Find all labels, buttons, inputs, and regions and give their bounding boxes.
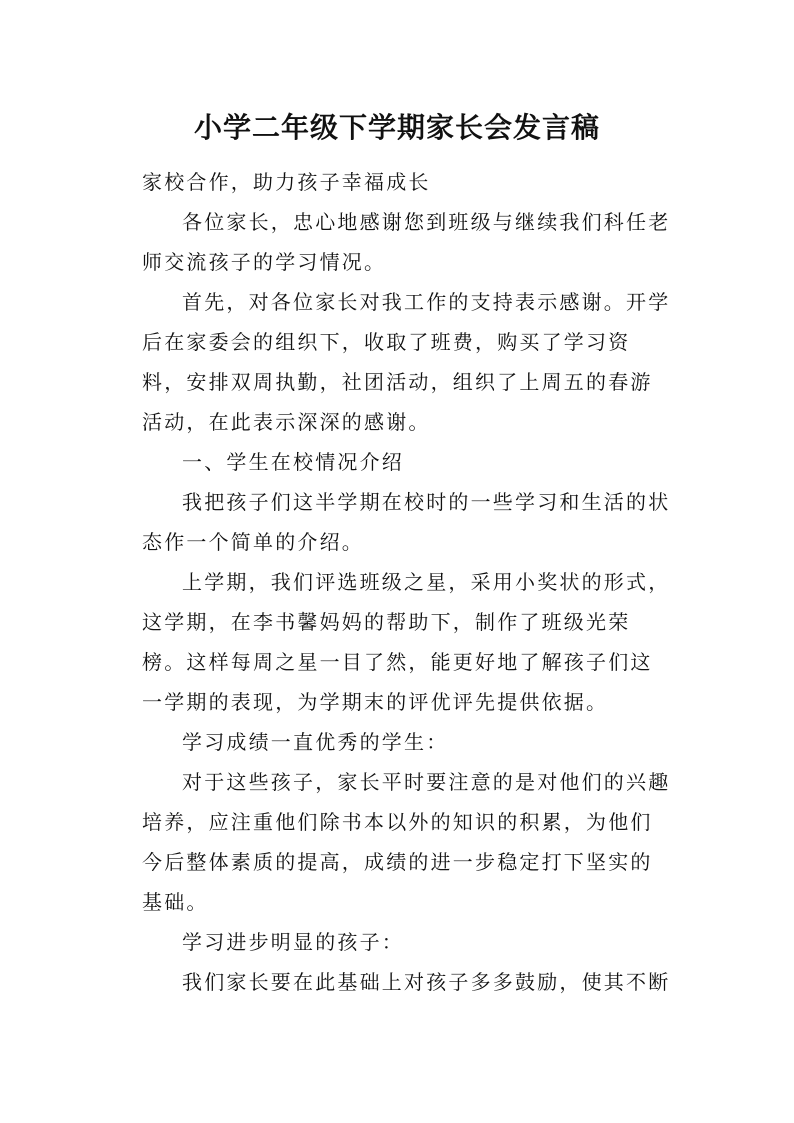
section-heading-student-situation: 一、学生在校情况介绍	[182, 450, 404, 474]
paragraph-greeting: 各位家长，忠心地感谢您到班级与继续我们科任老师交流孩子的学习情况。	[142, 210, 671, 274]
paragraph-excellent-students: 对于这些孩子，家长平时要注意的是对他们的兴趣培养，应注重他们除书本以外的知识的积累，为他们今后整体素质的提高，成绩的进一步稳定打下坚实的基础。	[142, 770, 671, 914]
subheading-improving-students: 学习进步明显的孩子：	[182, 930, 404, 954]
paragraph-thanks: 首先，对各位家长对我工作的支持表示感谢。开学后在家委会的组织下，收取了班费，购买了学习资料，安排双周执勤，社团活动，组织了上周五的春游活动，在此表示深深的感谢。	[142, 290, 671, 434]
document-subtitle: 家校合作，助力孩子幸福成长	[142, 170, 431, 194]
paragraph-class-star: 上学期，我们评选班级之星，采用小奖状的形式，这学期，在李书馨妈妈的帮助下，制作了班级光荣榜。这样每周之星一目了然，能更好地了解孩子们这一学期的表现，为学期末的评优评先提供依据。	[142, 570, 671, 714]
paragraph-intro: 我把孩子们这半学期在校时的一些学习和生活的状态作一个简单的介绍。	[142, 490, 671, 554]
paragraph-improving-students: 我们家长要在此基础上对孩子多多鼓励，使其不断	[182, 970, 671, 994]
document-title: 小学二年级下学期家长会发言稿	[193, 111, 600, 144]
document-body	[142, 162, 672, 1002]
subheading-excellent-students: 学习成绩一直优秀的学生：	[182, 730, 449, 754]
